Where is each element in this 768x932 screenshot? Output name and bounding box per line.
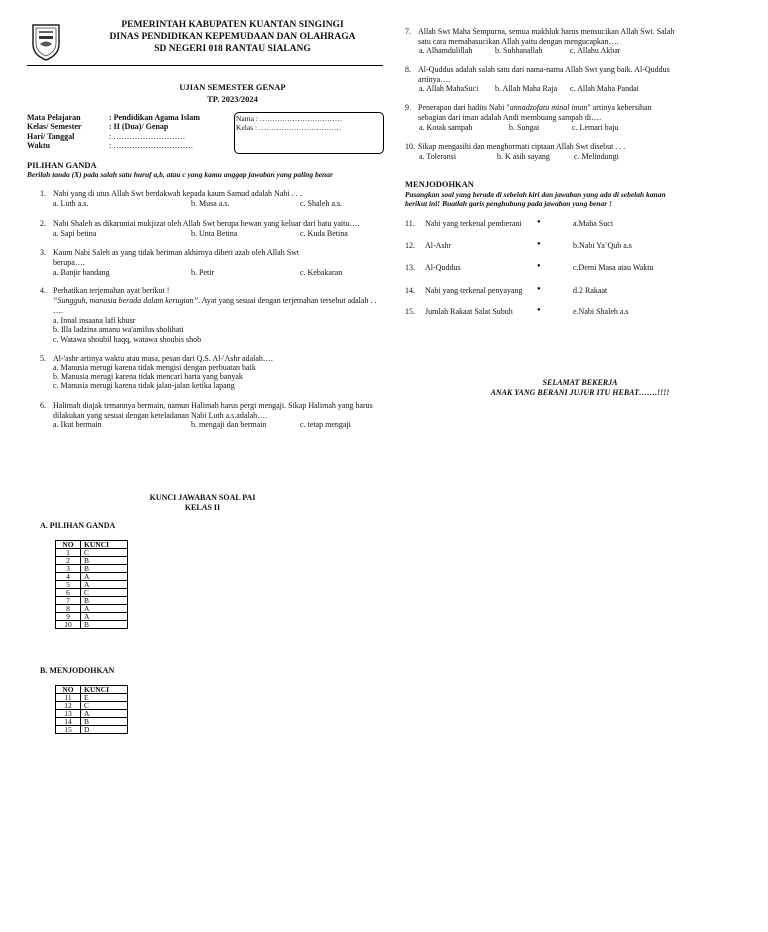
question-6: 6. Halimah diajak temannya bermain, namun Halimah harus pergi mengaji. Sikap Halimah yang harus dilakukan yang sesuai dengan keteladanan Nabi Luth a.s.adalah…. [40,401,373,420]
dept-name: DINAS PENDIDIKAN KEPEMUDAAN DAN OLAHRAGA [109,32,356,42]
key-table-pg [55,540,128,629]
question-4: 4. Perhatikan terjemahan ayat berikut ! “Sungguh, manusia berada dalam kerugian”. Ayat yang sesuai dengan terjemahan tersebut adalah . . …. [40,286,377,315]
option-b[interactable]: b. Subhanallah [495,46,543,55]
connector-dot[interactable]: ● [537,286,541,292]
match-row-11: 11. Nabi yang terkenal pemberani ● a.Maha Suci [405,219,613,228]
key-table-mj [55,685,128,734]
connector-dot[interactable]: ● [537,263,541,269]
question-1: 1. Nabi yang di utus Allah Swt berdakwah kepada kaum Samud adalah Nabi . . . [40,189,302,198]
key-title: KUNCI JAWABAN SOAL PAI [149,493,256,502]
option-c[interactable]: c. Melindungi [574,152,619,161]
table-row: 12 C [56,702,128,710]
meta-class: Kelas/ Semester : II (Dua)/ Genap [27,122,169,131]
question-3: 3. Kaum Nabi Saleh as yang tidak beriman akhirnya diberi azab oleh Allah Swt berupa…. [40,248,300,267]
key-section-b: B. MENJODOHKAN [40,666,115,675]
exam-year: TP. 2023/2024 [207,94,258,104]
option-b[interactable]: b. Unta Betina [191,229,238,238]
table-row: 1 C [56,549,128,557]
question-2: 2. Nabi Shaleh as dikaruniai mukjizat oleh Allah Swt berupa hewan yang keluar dari batu yaitu…. [40,219,360,228]
option-b[interactable]: b. mengaji dan bermain [191,420,267,429]
option-c[interactable]: c. Lemari baju [572,123,619,132]
closing-line-1: SELAMAT BEKERJA [542,378,618,387]
question-8: 8. Al-Quddus adalah salah satu dari nama-nama Allah Swt yang baik. Al-Quddus artinya…. [405,65,670,84]
option-a[interactable]: a. Alhamdulillah [419,46,473,55]
table-row: 7 B [56,597,128,605]
exam-title: UJIAN SEMESTER GENAP [179,82,286,92]
table-row: 11 E [56,694,128,702]
match-row-15: 15. Jumlah Rakaat Salat Subuh ● e.Nabi Shaleh a.s [405,307,629,316]
question-4-option-a[interactable]: a. Innal insaana lafi khusr [53,316,136,325]
school-name: SD NEGERI 018 RANTAU SIALANG [154,44,311,54]
question-4-option-b[interactable]: b. Illa ladzina amanu wa'amilus sholihati [53,325,184,334]
closing-line-2: ANAK YANG BERANI JUJUR ITU HEBAT…….!!!! [490,388,670,397]
option-a[interactable]: a. Allah MahaSuci [419,84,479,93]
question-5: 5. Al-'ashr artinya waktu atau masa, pesan dari Q.S. Al-'Ashr adalah…. [40,354,273,363]
option-a[interactable]: a. Sapi betina [53,229,97,238]
school-logo [30,22,62,62]
option-c[interactable]: c. Allahu Akbar [570,46,621,55]
option-a[interactable]: a. Banjir bandang [53,268,110,277]
option-b[interactable]: b. Allah Maha Raja [495,84,558,93]
question-4-option-c[interactable]: c. Watawa shoubil haqq, watawa shoubis shob [53,335,202,344]
table-row: 8 A [56,605,128,613]
option-c[interactable]: c. Kebakaran [300,268,343,277]
pg-title: PILIHAN GANDA [27,160,97,170]
match-row-13: 13. Al-Quddus ● c.Demi Masa atau Waktu [405,263,654,272]
table-header-row: NO KUNCI [56,686,128,694]
option-b[interactable]: b. Musa a.s. [191,199,230,208]
connector-dot[interactable]: ● [537,241,541,247]
table-header-row: NO KUNCI [56,541,128,549]
option-b[interactable]: b. Petir [191,268,215,277]
table-row: 9 A [56,613,128,621]
table-row: 6 C [56,589,128,597]
match-row-14: 14. Nabi yang terkenal penyayang ● d.2 Rakaat [405,286,608,295]
pg-instruction: Berilah tanda (X) pada salah satu huruf a,b, atau c yang kamu anggap jawaban yang paling benar [27,170,333,179]
option-b[interactable]: b. K asih sayang [497,152,550,161]
key-subtitle: KELAS II [184,503,221,512]
question-10: 10. Sikap mengasihi dan menghormati ciptaan Allah Swt disebut . . . [405,142,626,151]
meta-subject: Mata Pelajaran : Pendidikan Agama Islam [27,113,200,122]
meta-date: Hari/ Tanggal : ……………………… [27,132,186,141]
mj-title: MENJODOHKAN [405,179,474,189]
student-id-box [234,112,384,154]
header-rule [27,65,383,66]
table-row: 10 B [56,621,128,629]
option-a[interactable]: a. Ikut bermain [53,420,102,429]
table-row: 14 B [56,718,128,726]
option-a[interactable]: a. Kotak sampah [419,123,473,132]
table-row: 5 A [56,581,128,589]
table-row: 13 A [56,710,128,718]
option-c[interactable]: c. Shaleh a.s. [300,199,342,208]
meta-time: Waktu : ………………………… [27,141,194,150]
question-7: 7. Allah Swt Maha Sempurna, semua makhluk harus mensucikan Allah Swt. Salah satu cara memahasucikan Allah yaitu dengan mengucapkan…. [405,27,675,46]
connector-dot[interactable]: ● [537,307,541,313]
option-c[interactable]: c. Allah Maha Pandai [570,84,639,93]
option-b[interactable]: b. Sungai [509,123,540,132]
option-a[interactable]: a. Toleransi [419,152,457,161]
question-5-option-c[interactable]: c. Manusia merugi karena tidak jalan-jalan ketika lapang [53,381,235,390]
option-c[interactable]: c. Kuda Betina [300,229,348,238]
option-c[interactable]: c. tetap mengaji [300,420,351,429]
question-5-option-a[interactable]: a. Manusia merugi karena tidak mengisi dengan perbuatan baik [53,363,256,372]
connector-dot[interactable]: ● [537,219,541,225]
name-field[interactable]: Nama : …………………………… [236,114,343,123]
mj-instruction: Pasangkan soal yang berada di sebelah kiri dan jawaban yang ada di sebelah kanan berikut ini! Buatlah garis penghubung pada jawaban yang benar ! [405,190,666,208]
table-row: 4 A [56,573,128,581]
key-section-a: A. PILIHAN GANDA [40,521,116,530]
quote-text: annadzofatu minal iman [509,103,588,112]
table-row: 2 B [56,557,128,565]
table-row: 15 D [56,726,128,734]
gov-name: PEMERINTAH KABUPATEN KUANTAN SINGINGI [121,20,344,30]
option-a[interactable]: a. Luth a.s. [53,199,89,208]
quote-text: “Sungguh, manusia berada dalam kerugian” [53,296,199,305]
question-9: 9. Penerapan dari hadits Nabi "annadzofatu minal iman" artinya kebersihan sebagian dari iman adalah Andi membuang sampah di…. [405,103,652,122]
question-5-option-b[interactable]: b. Manusia merugi karena tidak mencari harta yang banyak [53,372,243,381]
class-field[interactable]: Kelas : …………………………… [236,123,342,132]
match-row-12: 12. Al-Ashr ● b.Nabi Ya`Qub a.s [405,241,632,250]
table-row: 3 B [56,565,128,573]
